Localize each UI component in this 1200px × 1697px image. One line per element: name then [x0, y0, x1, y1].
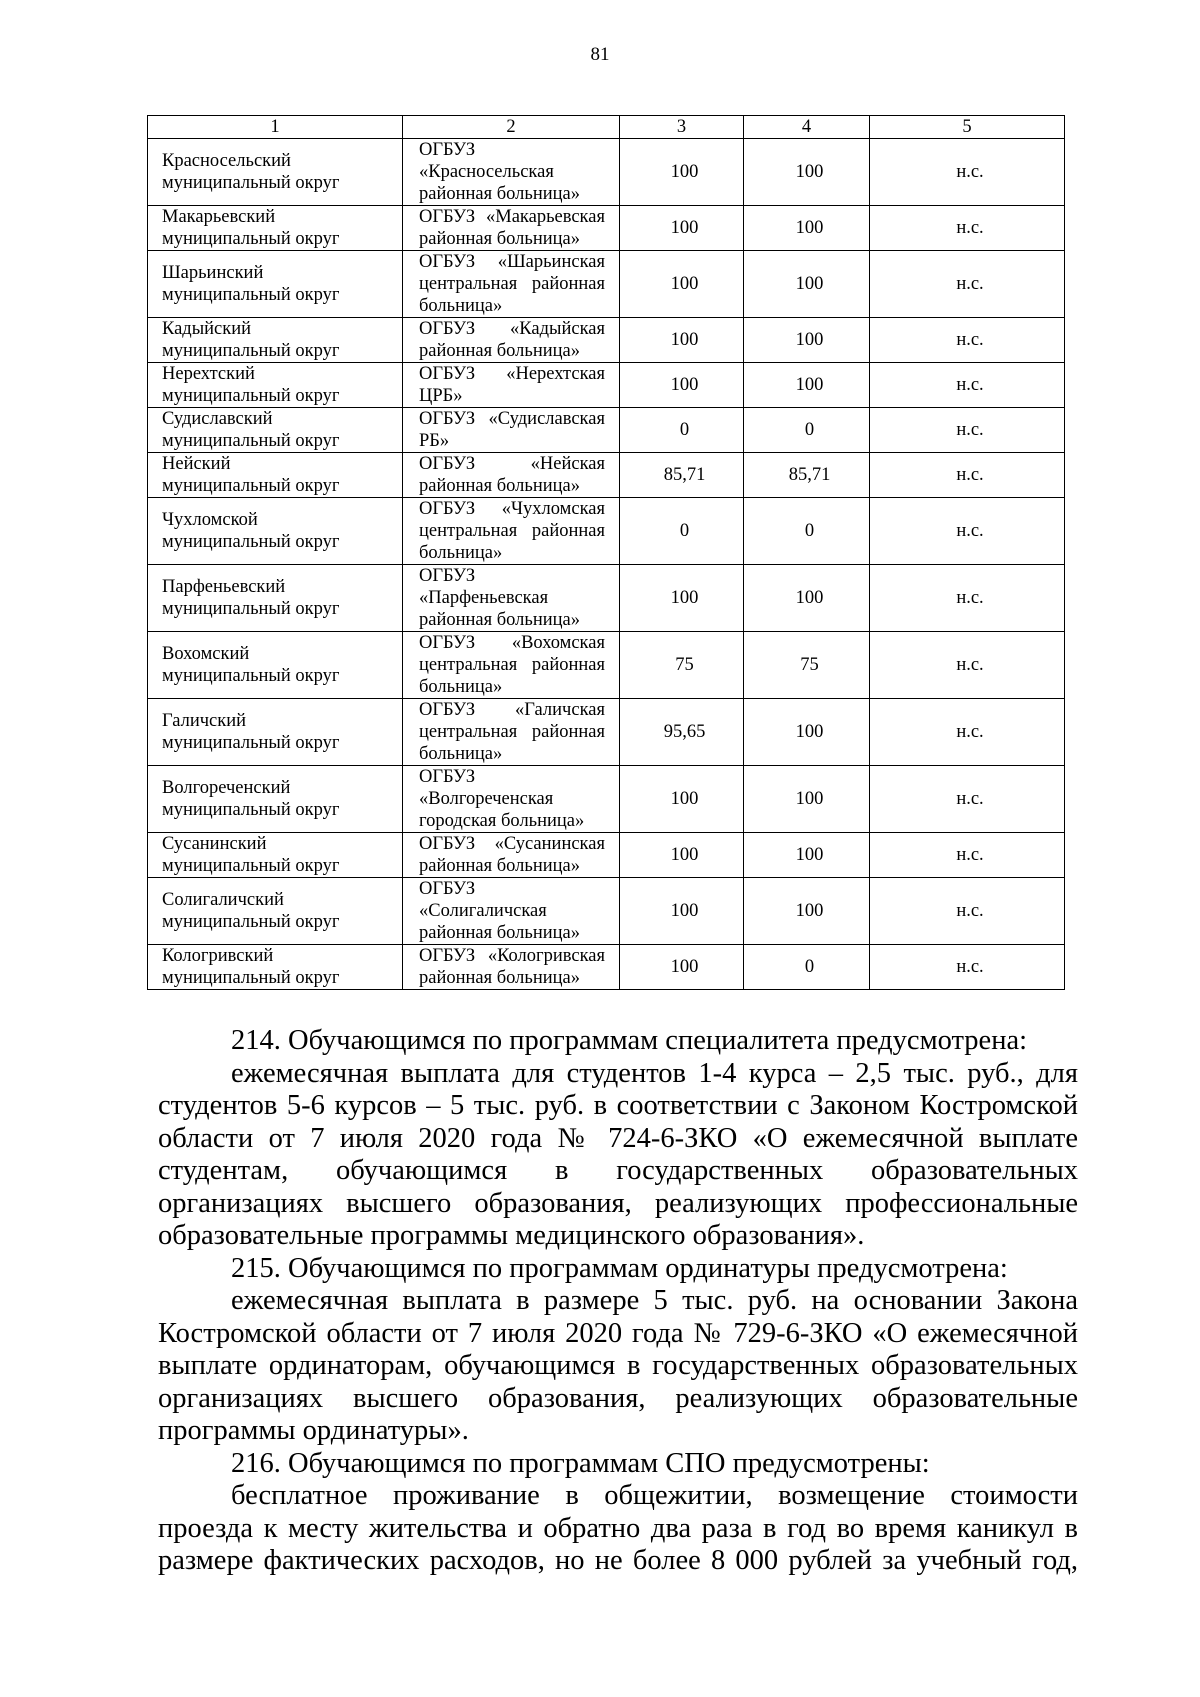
table-row	[148, 565, 1065, 632]
value-cell-col3: 100	[620, 251, 744, 318]
value-cell-col4: 100	[744, 833, 870, 878]
table-row	[148, 498, 1065, 565]
institution-line: ОГБУЗ	[419, 140, 476, 160]
institution-line: больница»	[419, 677, 503, 697]
district-line: Кологривский	[162, 946, 274, 966]
value-cell-col3: 95,65	[620, 699, 744, 766]
column-header-4: 4	[744, 116, 870, 139]
district-line: муниципальный округ	[162, 733, 340, 753]
paragraph-line: ежемесячная выплата в размере 5 тыс. руб. на основании Закона	[231, 1285, 1078, 1316]
table-row	[148, 878, 1065, 945]
institution-line: ОГБУЗ «Шарьинская	[419, 252, 605, 272]
institution-line: ОГБУЗ «Чухломская	[419, 499, 605, 519]
district-cell	[148, 945, 403, 990]
district-cell	[148, 878, 403, 945]
value-cell-col4: 0	[744, 408, 870, 453]
district-cell	[148, 766, 403, 833]
institution-line: ОГБУЗ «Нерехтская	[419, 364, 605, 384]
institution-line: районная больница»	[419, 610, 581, 630]
institution-line: РБ»	[419, 431, 450, 451]
paragraph	[158, 1448, 1078, 1481]
district-cell	[148, 498, 403, 565]
district-line: Солигаличский	[162, 890, 284, 910]
district-line: Парфеньевский	[162, 577, 286, 597]
district-line: Судиславский	[162, 409, 273, 429]
district-cell	[148, 565, 403, 632]
district-line: муниципальный округ	[162, 476, 340, 496]
value-cell-col4: 100	[744, 318, 870, 363]
column-header-2: 2	[403, 116, 620, 139]
value-cell-col4: 0	[744, 498, 870, 565]
value-cell-col4: 100	[744, 251, 870, 318]
institution-line: ЦРБ»	[419, 386, 463, 406]
table-row	[148, 206, 1065, 251]
district-line: муниципальный округ	[162, 341, 340, 361]
district-line: муниципальный округ	[162, 856, 340, 876]
district-line: муниципальный округ	[162, 666, 340, 686]
header-row	[148, 116, 1065, 139]
value-cell-col3: 100	[620, 878, 744, 945]
value-cell-col3: 100	[620, 318, 744, 363]
table-row	[148, 453, 1065, 498]
paragraph-line: проезда к месту жительства и обратно два раза в год во время каникул в	[158, 1512, 1078, 1544]
district-line: Чухломской	[162, 510, 258, 530]
value-cell-col3: 100	[620, 565, 744, 632]
institution-line: «Красносельская	[419, 162, 554, 182]
institution-line: ОГБУЗ	[419, 767, 476, 787]
district-line: Нейский	[162, 454, 231, 474]
district-line: Вохомский	[162, 644, 250, 664]
paragraph	[158, 1025, 1078, 1058]
body-text	[158, 1025, 1078, 1578]
value-cell-col3: 100	[620, 766, 744, 833]
table-row	[148, 699, 1065, 766]
institution-cell	[403, 318, 620, 363]
institution-line: центральная районная	[419, 521, 605, 541]
institution-line: районная больница»	[419, 341, 581, 361]
value-cell-col3: 0	[620, 498, 744, 565]
paragraph-line: организациях высшего образования, реализующих образовательные	[158, 1382, 1078, 1414]
institution-line: районная больница»	[419, 968, 581, 988]
district-cell	[148, 139, 403, 206]
value-cell-col4: 100	[744, 363, 870, 408]
status-cell: н.с.	[870, 766, 1065, 833]
district-line: Галичский	[162, 711, 247, 731]
column-header-5: 5	[870, 116, 1065, 139]
district-line: Нерехтский	[162, 364, 255, 384]
value-cell-col3: 75	[620, 632, 744, 699]
value-cell-col3: 100	[620, 206, 744, 251]
institution-line: ОГБУЗ «Макарьевская	[419, 207, 605, 227]
status-cell: н.с.	[870, 453, 1065, 498]
value-cell-col4: 100	[744, 699, 870, 766]
paragraph-line: выплате ординаторам, обучающимся в государственных образовательных	[158, 1350, 1078, 1381]
value-cell-col3: 0	[620, 408, 744, 453]
status-cell: н.с.	[870, 833, 1065, 878]
value-cell-col4: 85,71	[744, 453, 870, 498]
institution-cell	[403, 766, 620, 833]
institution-line: больница»	[419, 543, 503, 563]
paragraph	[158, 1058, 1078, 1253]
district-line: муниципальный округ	[162, 386, 340, 406]
institution-cell	[403, 878, 620, 945]
institution-line: ОГБУЗ «Парфеньевская	[419, 566, 549, 608]
district-line: муниципальный округ	[162, 285, 340, 305]
institution-cell	[403, 453, 620, 498]
district-cell	[148, 206, 403, 251]
paragraph-line: образовательные программы медицинского образования».	[158, 1220, 865, 1251]
district-line: Сусанинский	[162, 834, 267, 854]
table-body	[148, 139, 1065, 990]
status-cell: н.с.	[870, 878, 1065, 945]
district-cell	[148, 453, 403, 498]
status-cell: н.с.	[870, 632, 1065, 699]
paragraph-line: размере фактических расходов, но не более 8 000 рублей за учебный год,	[158, 1545, 1078, 1576]
paragraph-line: 214. Обучающимся по программам специалитета предусмотрена:	[231, 1025, 1028, 1056]
status-cell: н.с.	[870, 498, 1065, 565]
page-number: 81	[590, 44, 610, 65]
column-header-1: 1	[148, 116, 403, 139]
institution-cell	[403, 251, 620, 318]
value-cell-col4: 100	[744, 565, 870, 632]
paragraph-line: 215. Обучающимся по программам ординатуры предусмотрена:	[231, 1252, 1008, 1284]
institution-line: больница»	[419, 744, 503, 764]
value-cell-col3: 85,71	[620, 453, 744, 498]
district-line: муниципальный округ	[162, 968, 340, 988]
district-line: Кадыйский	[162, 319, 252, 339]
value-cell-col3: 100	[620, 945, 744, 990]
status-cell: н.с.	[870, 206, 1065, 251]
district-cell	[148, 632, 403, 699]
institution-cell	[403, 408, 620, 453]
paragraph-line: студентам, обучающимся в государственных образовательных	[158, 1155, 1078, 1186]
district-line: муниципальный округ	[162, 532, 340, 552]
district-line: Волгореченский	[162, 778, 291, 798]
institution-line: районная больница»	[419, 476, 581, 496]
district-line: муниципальный округ	[162, 599, 340, 619]
paragraph-line: Костромской области от 7 июля 2020 года № 729-6-ЗКО «О ежемесячной	[158, 1317, 1078, 1349]
table-header	[148, 116, 1065, 139]
paragraph	[158, 1285, 1078, 1448]
value-cell-col4: 0	[744, 945, 870, 990]
value-cell-col4: 100	[744, 139, 870, 206]
institution-line: центральная районная	[419, 274, 605, 294]
institution-line: районная больница»	[419, 856, 581, 876]
institution-line: районная больница»	[419, 229, 581, 249]
institution-line: центральная районная	[419, 655, 605, 675]
paragraph-line: 216. Обучающимся по программам СПО предусмотрены:	[231, 1447, 930, 1479]
status-cell: н.с.	[870, 945, 1065, 990]
district-line: Шарьинский	[162, 263, 264, 283]
paragraph-line: области от 7 июля 2020 года № 724-6-ЗКО «О ежемесячной выплате	[158, 1122, 1078, 1154]
status-cell: н.с.	[870, 363, 1065, 408]
district-line: муниципальный округ	[162, 912, 340, 932]
district-cell	[148, 833, 403, 878]
value-cell-col4: 100	[744, 206, 870, 251]
institution-cell	[403, 363, 620, 408]
paragraph	[158, 1253, 1078, 1286]
district-line: муниципальный округ	[162, 431, 340, 451]
table-row	[148, 363, 1065, 408]
district-line: муниципальный округ	[162, 800, 340, 820]
table-row	[148, 139, 1065, 206]
district-cell	[148, 251, 403, 318]
status-cell: н.с.	[870, 139, 1065, 206]
paragraph-line: бесплатное проживание в общежитии, возмещение стоимости	[231, 1480, 1078, 1511]
institution-cell	[403, 498, 620, 565]
district-cell	[148, 318, 403, 363]
value-cell-col4: 100	[744, 766, 870, 833]
status-cell: н.с.	[870, 699, 1065, 766]
institution-cell	[403, 833, 620, 878]
table-row	[148, 833, 1065, 878]
district-line: муниципальный округ	[162, 173, 340, 193]
paragraph-line: программы ординатуры».	[158, 1415, 469, 1446]
value-cell-col3: 100	[620, 833, 744, 878]
district-line: Красносельский	[162, 151, 291, 171]
institution-line: ОГБУЗ «Кадыйская	[419, 319, 605, 339]
status-cell: н.с.	[870, 318, 1065, 363]
institution-line: районная больница»	[419, 923, 581, 943]
district-line: Макарьевский	[162, 207, 276, 227]
institution-line: ОГБУЗ «Сусанинская	[419, 834, 605, 854]
value-cell-col4: 75	[744, 632, 870, 699]
district-cell	[148, 363, 403, 408]
district-line: муниципальный округ	[162, 229, 340, 249]
table-row	[148, 318, 1065, 363]
district-cell	[148, 699, 403, 766]
institution-line: центральная районная	[419, 722, 605, 742]
table-row	[148, 408, 1065, 453]
status-cell: н.с.	[870, 408, 1065, 453]
institution-line: «Волгореченская	[419, 789, 554, 809]
institution-cell	[403, 699, 620, 766]
institution-line: ОГБУЗ «Вохомская	[419, 633, 605, 653]
institution-line: ОГБУЗ «Нейская	[419, 454, 605, 474]
paragraph	[158, 1480, 1078, 1578]
institution-line: ОГБУЗ «Судиславская	[419, 409, 605, 429]
institution-line: ОГБУЗ «Галичская	[419, 700, 605, 720]
institution-cell	[403, 139, 620, 206]
paragraph-line: студентов 5-6 курсов – 5 тыс. руб. в соответствии с Законом Костромской	[158, 1090, 1078, 1121]
table-row	[148, 945, 1065, 990]
table-row	[148, 251, 1065, 318]
district-cell	[148, 408, 403, 453]
paragraph-line: организациях высшего образования, реализующих профессиональные	[158, 1187, 1078, 1219]
status-cell: н.с.	[870, 251, 1065, 318]
value-cell-col3: 100	[620, 139, 744, 206]
status-cell: н.с.	[870, 565, 1065, 632]
institution-line: городская больница»	[419, 811, 585, 831]
table-row	[148, 766, 1065, 833]
column-header-3: 3	[620, 116, 744, 139]
institution-cell	[403, 632, 620, 699]
institution-line: районная больница»	[419, 184, 581, 204]
institution-line: больница»	[419, 296, 503, 316]
table-row	[148, 632, 1065, 699]
institution-line: ОГБУЗ «Солигаличская	[419, 879, 547, 921]
value-cell-col3: 100	[620, 363, 744, 408]
institution-cell	[403, 945, 620, 990]
institution-cell	[403, 565, 620, 632]
paragraph-line: ежемесячная выплата для студентов 1-4 курса – 2,5 тыс. руб., для	[231, 1057, 1078, 1089]
value-cell-col4: 100	[744, 878, 870, 945]
data-table	[147, 115, 1065, 990]
institution-cell	[403, 206, 620, 251]
institution-line: ОГБУЗ «Кологривская	[419, 946, 605, 966]
